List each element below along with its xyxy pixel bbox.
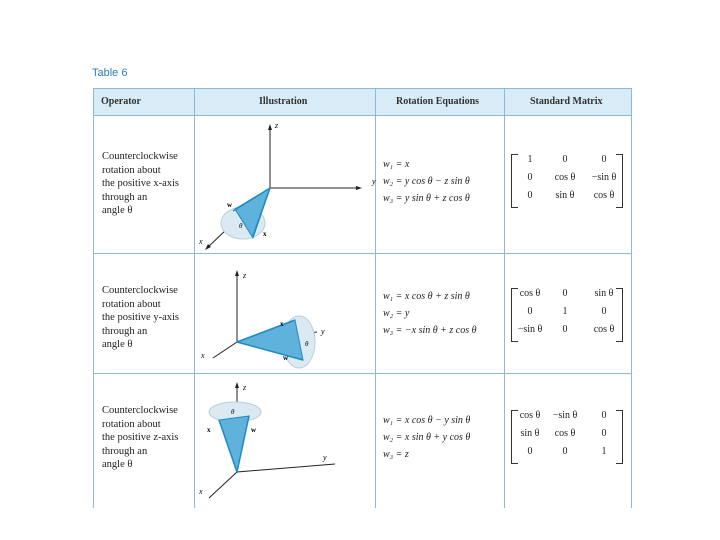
z-axis-arrow [268, 124, 272, 130]
equation-line: w₁ = x [383, 159, 410, 170]
z-axis-label: z [275, 121, 279, 130]
matrix-cell: 0 [527, 306, 533, 317]
y-axis-label: y [372, 177, 376, 186]
matrix-cell: 1 [601, 446, 607, 457]
operator-text-x [102, 150, 192, 218]
x-vector-label: x [280, 320, 284, 328]
operator-line: the positive z-axis [102, 432, 179, 444]
z-axis-arrow [235, 382, 239, 388]
matrix-cell: 0 [601, 428, 607, 439]
z-axis-label: z [243, 271, 247, 280]
operator-line: the positive y-axis [102, 312, 179, 324]
operator-line: through an [102, 445, 148, 457]
equation-line: w₂ = y [383, 308, 410, 319]
header-operator: Operator [101, 96, 141, 107]
y-axis [237, 464, 335, 472]
y-axis-label: y [323, 453, 327, 462]
x-axis [209, 472, 237, 498]
equations-z [383, 412, 470, 463]
theta-label: θ [305, 340, 309, 348]
operator-line: angle θ [102, 459, 133, 471]
equation-line: w₂ = x sin θ + y cos θ [383, 432, 471, 443]
matrix-cell: 0 [562, 324, 568, 335]
row-divider [93, 373, 632, 374]
column-divider [504, 88, 505, 508]
table-caption: Table 6 [92, 67, 128, 79]
operator-line: the positive x-axis [102, 178, 179, 190]
x-axis-label: x [199, 487, 203, 496]
operator-line: through an [102, 325, 148, 337]
equation-line: w₁ = x cos θ − y sin θ [383, 415, 471, 426]
matrix-cell: −sin θ [517, 324, 543, 335]
header-illustration: Illustration [259, 96, 308, 107]
w-vector-label: w [283, 354, 289, 362]
matrix-cell: cos θ [554, 172, 576, 183]
table-header [93, 88, 632, 116]
table-border-left [93, 88, 94, 508]
matrix-cell: 0 [601, 410, 607, 421]
matrix-cell: 0 [562, 446, 568, 457]
header-matrix: Standard Matrix [530, 96, 603, 107]
column-divider [375, 88, 376, 508]
matrix-cell: cos θ [593, 190, 615, 201]
operator-text-y [102, 284, 192, 352]
matrix-cell: 0 [527, 190, 533, 201]
operator-line: rotation about [102, 164, 161, 176]
operator-line: through an [102, 191, 148, 203]
w-vector-label: w [227, 201, 233, 209]
equation-line: w₃ = −x sin θ + z cos θ [383, 325, 477, 336]
theta-label: θ [239, 222, 243, 230]
operator-line: Counterclockwise [102, 285, 178, 296]
matrix-cell: sin θ [594, 288, 614, 299]
operator-text-z [102, 404, 192, 472]
matrix-cell: sin θ [555, 190, 575, 201]
theta-label: θ [231, 408, 235, 416]
w-vector-label: w [251, 426, 257, 434]
matrix-cell: 0 [601, 306, 607, 317]
illustration-x-rotation [195, 116, 375, 256]
matrix-cell: cos θ [519, 410, 541, 421]
matrix-cell: sin θ [520, 428, 540, 439]
matrix-y [511, 288, 623, 340]
matrix-cell: 0 [527, 446, 533, 457]
x-axis-label: x [199, 237, 203, 246]
rotation-table [93, 88, 632, 508]
operator-line: Counterclockwise [102, 405, 178, 416]
matrix-cell: cos θ [554, 428, 576, 439]
illustration-z-rotation [195, 376, 375, 506]
matrix-cell: −sin θ [552, 410, 578, 421]
equations-x [383, 156, 470, 207]
equation-line: w₂ = y cos θ − z sin θ [383, 176, 470, 187]
matrix-cell: cos θ [519, 288, 541, 299]
matrix-cell: 0 [527, 172, 533, 183]
operator-line: angle θ [102, 205, 133, 217]
equation-line: w₃ = y sin θ + z cos θ [383, 193, 470, 204]
matrix-cell: −sin θ [591, 172, 617, 183]
operator-line: Counterclockwise [102, 151, 178, 162]
y-axis-arrow [356, 186, 362, 190]
operator-line: rotation about [102, 418, 161, 430]
z-axis-label: z [243, 383, 247, 392]
x-vector-label: x [207, 426, 211, 434]
rotation-cone [237, 320, 303, 360]
x-axis-label: x [201, 351, 205, 360]
operator-line: rotation about [102, 298, 161, 310]
equation-line: w₁ = x cos θ + z sin θ [383, 291, 470, 302]
y-axis-label: y [321, 327, 325, 336]
matrix-cell: 0 [562, 288, 568, 299]
x-axis [213, 342, 237, 358]
matrix-cell: 0 [601, 154, 607, 165]
matrix-cell: 1 [562, 306, 568, 317]
matrix-cell: cos θ [593, 324, 615, 335]
equation-line: w₃ = z [383, 449, 409, 460]
operator-line: angle θ [102, 339, 133, 351]
equations-y [383, 288, 477, 339]
z-axis-arrow [235, 270, 239, 276]
table-border-top [93, 88, 632, 89]
table-border-right [631, 88, 632, 508]
header-equations: Rotation Equations [396, 96, 480, 107]
matrix-cell: 1 [527, 154, 533, 165]
matrix-z [511, 410, 623, 462]
illustration-y-rotation [195, 258, 375, 368]
matrix-cell: 0 [562, 154, 568, 165]
matrix-x [511, 154, 623, 206]
x-vector-label: x [263, 230, 267, 238]
